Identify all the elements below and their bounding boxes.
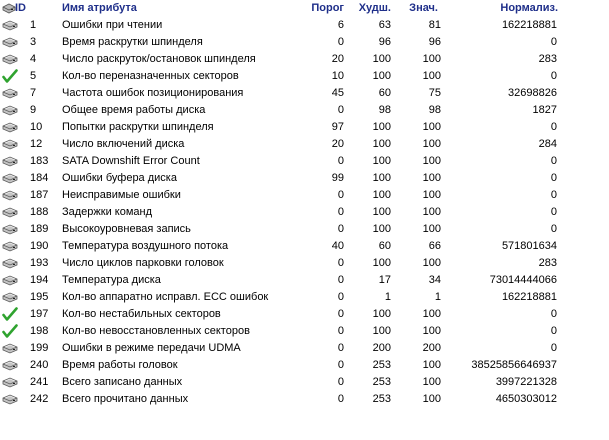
attribute-value: 100 [422, 189, 441, 201]
attribute-threshold: 0 [337, 36, 344, 48]
table-header [0, 0, 609, 17]
check-icon [2, 323, 26, 340]
disk-icon [2, 51, 26, 68]
disk-icon [2, 34, 26, 51]
check-icon [2, 68, 26, 85]
table-row[interactable] [0, 323, 609, 340]
disk-icon [2, 255, 26, 272]
attribute-worst: 253 [372, 393, 391, 405]
disk-icon [2, 289, 26, 306]
attribute-id: 189 [30, 223, 49, 235]
attribute-value: 100 [422, 325, 441, 337]
attribute-value: 81 [428, 19, 441, 31]
attribute-name: Ошибки буфера диска [62, 172, 177, 184]
column-header-value[interactable]: Знач. [409, 2, 438, 14]
table-row[interactable] [0, 374, 609, 391]
disk-icon [2, 119, 26, 136]
attribute-name: Время раскрутки шпинделя [62, 36, 203, 48]
attribute-id: 183 [30, 155, 49, 167]
attribute-raw: 0 [550, 155, 557, 167]
attribute-value: 100 [422, 308, 441, 320]
table-row[interactable] [0, 391, 609, 408]
disk-icon [2, 17, 26, 34]
column-header-raw[interactable]: Нормализ. [500, 2, 558, 14]
attribute-worst: 253 [372, 359, 391, 371]
attribute-value: 98 [428, 104, 441, 116]
attribute-worst: 100 [372, 172, 391, 184]
attribute-threshold: 40 [331, 240, 344, 252]
attribute-threshold: 0 [337, 291, 344, 303]
attribute-raw: 1827 [532, 104, 557, 116]
attribute-value: 100 [422, 223, 441, 235]
attribute-name: Попытки раскрутки шпинделя [62, 121, 214, 133]
table-row[interactable] [0, 204, 609, 221]
attribute-worst: 100 [372, 138, 391, 150]
attribute-value: 100 [422, 121, 441, 133]
attribute-name: Всего записано данных [62, 376, 183, 388]
attribute-threshold: 99 [331, 172, 344, 184]
attribute-raw: 32698826 [508, 87, 557, 99]
attribute-worst: 17 [378, 274, 391, 286]
disk-icon [2, 136, 26, 153]
attribute-value: 34 [428, 274, 441, 286]
disk-icon [2, 102, 26, 119]
attribute-name: Число включений диска [62, 138, 185, 150]
table-row[interactable] [0, 272, 609, 289]
attribute-id: 3 [30, 36, 37, 48]
table-row[interactable] [0, 136, 609, 153]
attribute-worst: 200 [372, 342, 391, 354]
attribute-raw: 4650303012 [495, 393, 557, 405]
table-row[interactable] [0, 340, 609, 357]
attribute-name: Температура воздушного потока [62, 240, 229, 252]
attribute-raw: 0 [550, 189, 557, 201]
attribute-name: Высокоуровневая запись [62, 223, 191, 235]
attribute-worst: 100 [372, 155, 391, 167]
attribute-id: 193 [30, 257, 49, 269]
attribute-threshold: 0 [337, 206, 344, 218]
table-row[interactable] [0, 153, 609, 170]
attribute-threshold: 0 [337, 104, 344, 116]
attribute-id: 10 [30, 121, 43, 133]
attribute-id: 197 [30, 308, 49, 320]
attribute-name: Частота ошибок позиционирования [62, 87, 244, 99]
attribute-value: 96 [428, 36, 441, 48]
attribute-worst: 100 [372, 308, 391, 320]
attribute-worst: 100 [372, 70, 391, 82]
attribute-raw: 0 [550, 36, 557, 48]
attribute-threshold: 0 [337, 308, 344, 320]
attribute-worst: 100 [372, 325, 391, 337]
attribute-name: Ошибки в режиме передачи UDMA [62, 342, 241, 354]
attribute-id: 184 [30, 172, 49, 184]
table-row[interactable] [0, 255, 609, 272]
attribute-id: 195 [30, 291, 49, 303]
attribute-value: 200 [422, 342, 441, 354]
attribute-threshold: 0 [337, 359, 344, 371]
column-header-id[interactable]: ID [15, 2, 26, 14]
table-row[interactable] [0, 119, 609, 136]
attribute-raw: 162218881 [501, 19, 557, 31]
attribute-worst: 100 [372, 189, 391, 201]
attribute-name: Ошибки при чтении [62, 19, 163, 31]
attribute-raw: 38525856646937 [471, 359, 557, 371]
column-header-name[interactable]: Имя атрибута [62, 2, 137, 14]
attribute-raw: 571801634 [501, 240, 557, 252]
attribute-worst: 100 [372, 257, 391, 269]
attribute-value: 100 [422, 138, 441, 150]
attribute-worst: 96 [378, 36, 391, 48]
table-row[interactable] [0, 306, 609, 323]
attribute-worst: 1 [384, 291, 391, 303]
attribute-worst: 60 [378, 240, 391, 252]
disk-icon [2, 272, 26, 289]
attribute-worst: 60 [378, 87, 391, 99]
attribute-worst: 253 [372, 376, 391, 388]
attribute-raw: 0 [550, 172, 557, 184]
attribute-worst: 100 [372, 121, 391, 133]
attribute-raw: 0 [550, 342, 557, 354]
attribute-raw: 0 [550, 206, 557, 218]
disk-icon [2, 340, 26, 357]
attribute-id: 5 [30, 70, 37, 82]
table-row[interactable] [0, 357, 609, 374]
attribute-name: Неисправимые ошибки [62, 189, 181, 201]
attribute-threshold: 20 [331, 138, 344, 150]
attribute-raw: 284 [538, 138, 557, 150]
disk-icon [2, 357, 26, 374]
attribute-threshold: 0 [337, 189, 344, 201]
attribute-name: Общее время работы диска [62, 104, 206, 116]
attribute-raw: 0 [550, 325, 557, 337]
attribute-value: 75 [428, 87, 441, 99]
attribute-name: Время работы головок [62, 359, 178, 371]
attribute-worst: 100 [372, 206, 391, 218]
attribute-value: 66 [428, 240, 441, 252]
attribute-id: 188 [30, 206, 49, 218]
table-row[interactable] [0, 187, 609, 204]
attribute-name: SATA Downshift Error Count [62, 155, 200, 167]
attribute-value: 100 [422, 70, 441, 82]
check-icon [2, 306, 26, 323]
attribute-id: 1 [30, 19, 37, 31]
table-row[interactable] [0, 34, 609, 51]
attribute-id: 240 [30, 359, 49, 371]
attribute-threshold: 0 [337, 393, 344, 405]
attribute-value: 100 [422, 53, 441, 65]
attribute-threshold: 45 [331, 87, 344, 99]
attribute-threshold: 0 [337, 325, 344, 337]
attribute-worst: 63 [378, 19, 391, 31]
attribute-threshold: 10 [331, 70, 344, 82]
attribute-raw: 283 [538, 257, 557, 269]
attribute-threshold: 20 [331, 53, 344, 65]
attribute-value: 100 [422, 155, 441, 167]
disk-icon [2, 391, 26, 408]
attribute-id: 9 [30, 104, 37, 116]
attribute-threshold: 0 [337, 274, 344, 286]
attribute-threshold: 0 [337, 376, 344, 388]
attribute-worst: 100 [372, 53, 391, 65]
attribute-value: 100 [422, 376, 441, 388]
attribute-worst: 100 [372, 223, 391, 235]
attribute-name: Кол-во невосстановленных секторов [62, 325, 250, 337]
column-header-threshold[interactable]: Порог [311, 2, 344, 14]
attribute-id: 241 [30, 376, 49, 388]
attribute-id: 242 [30, 393, 49, 405]
attribute-threshold: 0 [337, 257, 344, 269]
attribute-name: Кол-во переназначенных секторов [62, 70, 239, 82]
disk-icon [2, 238, 26, 255]
disk-icon [2, 221, 26, 238]
attribute-id: 7 [30, 87, 37, 99]
attribute-raw: 283 [538, 53, 557, 65]
attribute-threshold: 0 [337, 155, 344, 167]
disk-icon [2, 85, 26, 102]
attribute-value: 100 [422, 393, 441, 405]
attribute-worst: 98 [378, 104, 391, 116]
attribute-name: Кол-во нестабильных секторов [62, 308, 221, 320]
table-row[interactable] [0, 51, 609, 68]
attribute-name: Задержки команд [62, 206, 153, 218]
table-row[interactable] [0, 17, 609, 34]
table-row[interactable] [0, 68, 609, 85]
attribute-raw: 0 [550, 308, 557, 320]
attribute-name: Температура диска [62, 274, 161, 286]
attribute-raw: 0 [550, 223, 557, 235]
attribute-raw: 162218881 [501, 291, 557, 303]
table-row[interactable] [0, 102, 609, 119]
attribute-name: Число циклов парковки головок [62, 257, 224, 269]
attribute-id: 4 [30, 53, 37, 65]
attribute-value: 100 [422, 359, 441, 371]
attribute-id: 198 [30, 325, 49, 337]
attribute-value: 100 [422, 206, 441, 218]
attribute-raw: 3997221328 [495, 376, 557, 388]
table-row[interactable] [0, 289, 609, 306]
attribute-id: 187 [30, 189, 49, 201]
attribute-value: 100 [422, 257, 441, 269]
attribute-id: 12 [30, 138, 43, 150]
attribute-name: Всего прочитано данных [62, 393, 189, 405]
disk-icon [2, 374, 26, 391]
column-header-worst[interactable]: Худш. [358, 2, 391, 14]
attribute-raw: 0 [550, 70, 557, 82]
attribute-id: 190 [30, 240, 49, 252]
table-row[interactable] [0, 170, 609, 187]
disk-icon [2, 187, 26, 204]
attribute-raw: 73014444066 [489, 274, 557, 286]
attribute-name: Число раскруток/остановок шпинделя [62, 53, 256, 65]
attribute-raw: 0 [550, 121, 557, 133]
disk-icon [2, 153, 26, 170]
attribute-threshold: 6 [337, 19, 344, 31]
attribute-threshold: 97 [331, 121, 344, 133]
table-row[interactable] [0, 238, 609, 255]
attribute-threshold: 0 [337, 223, 344, 235]
attribute-threshold: 0 [337, 342, 344, 354]
attribute-id: 199 [30, 342, 49, 354]
disk-icon [2, 170, 26, 187]
attribute-name: Кол-во аппаратно исправл. ECC ошибок [62, 291, 269, 303]
disk-icon [2, 204, 26, 221]
table-row[interactable] [0, 85, 609, 102]
table-row[interactable] [0, 221, 609, 238]
attribute-value: 1 [434, 291, 441, 303]
attribute-id: 194 [30, 274, 49, 286]
attribute-value: 100 [422, 172, 441, 184]
